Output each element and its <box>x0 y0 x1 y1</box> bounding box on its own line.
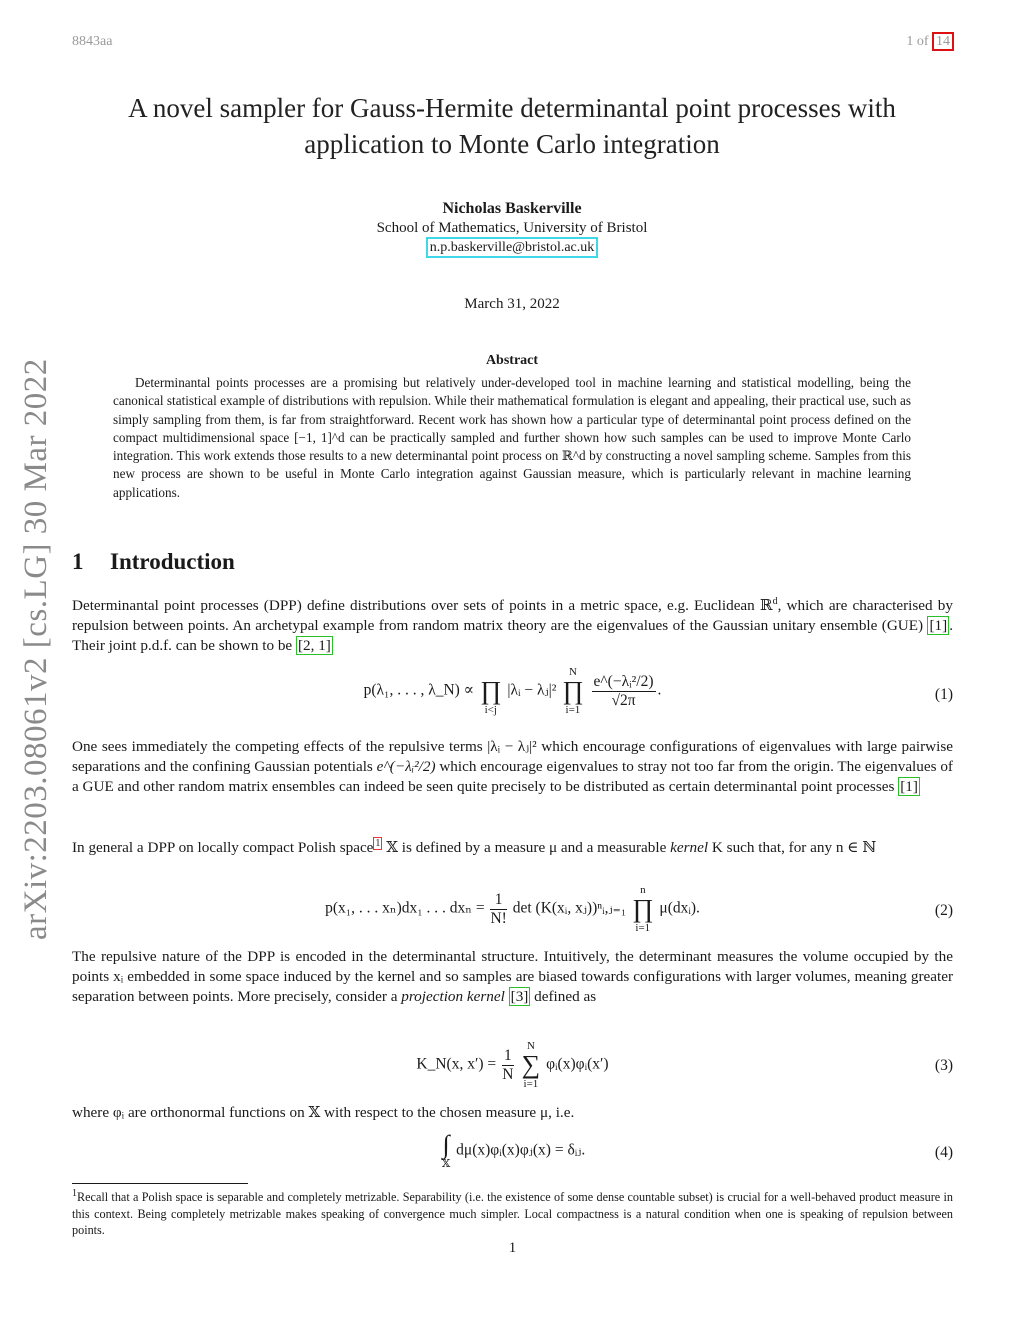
footnote-link[interactable]: 1 <box>375 838 381 849</box>
eq3-sum-sub: i=1 <box>523 1078 539 1090</box>
p1-text-b: , which are characterised by repulsion between points. An archetypal example from random matrix theory are the eigenvalues of the Gaussian unitary ensemble (GUE) <box>72 597 953 635</box>
eq3-frac-den: N <box>502 1065 514 1083</box>
paper-id: 8843aa <box>72 34 113 49</box>
p2-gaussian-term: e^(−λᵢ²/2) <box>376 758 436 775</box>
citation-link[interactable]: [3] <box>510 988 529 1005</box>
eq1-prod2-sub: i=1 <box>565 704 581 716</box>
equation-number: (2) <box>934 902 953 919</box>
email-line <box>72 240 952 256</box>
eq3-rhs: φᵢ(x)φᵢ(x′) <box>546 1055 609 1073</box>
equation-4: ∫ 𝕏 dμ(x)φᵢ(x)φⱼ(x) = δᵢⱼ. (4) <box>441 1130 953 1170</box>
p2-text-b: which encourage eigenvalues to stray not too far from the origin. The eigenvalues of a GUE and other random matrix ensembles can indeed be seen quite precisely to be distributed as certain determinantal point processes <box>72 758 953 795</box>
eq3-lhs: K_N(x, x′) = <box>416 1055 497 1073</box>
equation-number: (4) <box>934 1144 953 1161</box>
eq3-sum-sup: N <box>526 1040 535 1052</box>
eq1-abs-term: |λᵢ − λⱼ|² <box>507 681 557 699</box>
citation-link[interactable]: [2, 1] <box>297 637 331 655</box>
eq4-int-sub: 𝕏 <box>441 1158 451 1170</box>
p3-text-b: 𝕏 is defined by a measure μ and a measurable <box>382 839 671 857</box>
equation-number: (1) <box>934 686 953 703</box>
p4-text-a: The repulsive nature of the DPP is encoded in the determinantal structure. Intuitively, the determinant measures the volume occupied by the points xᵢ embedded in some space induced by the kernel and so samples are biased towards configurations with larger volumes, meaning greater separation between points. More precisely, consider a <box>72 948 953 1005</box>
page-total-link[interactable]: 14 <box>932 32 954 51</box>
p4-text-d: defined as <box>530 988 597 1005</box>
p1-text-a: Determinantal point processes (DPP) define distributions over sets of points in a metric space, e.g. Euclidean ℝ <box>72 597 773 615</box>
footnote <box>72 1186 953 1239</box>
section-heading <box>72 549 235 575</box>
page-number: 1 <box>508 1240 517 1256</box>
eq1-lhs: p(λ₁, . . . , λ_N) ∝ <box>363 681 475 699</box>
eq1-numerator: e^(−λᵢ²/2) <box>593 672 654 690</box>
section-number: 1 <box>72 549 84 574</box>
p2-text-a: One sees immediately the competing effects of the repulsive terms |λᵢ − λⱼ|² which encourage configurations of eigenvalues with large pairwise separations and the confining Gaussian potentials <box>72 738 953 775</box>
abstract-text: Determinantal points processes are a promising but relatively under-developed tool in machine learning and statistical modelling, being the canonical statistical example of distributions with repulsion. While their mathematical formulation is elegant and appealing, their practical use, such as simply sampling from them, is far from straightforward. Recent work has shown how a particular type of determinantal point process defined on the compact multidimensional space [−1, 1]^d can be practically sampled and further shown how such samples can be used to improve Monte Carlo integration. This work extends those results to a new determinantal point process on ℝ^d by constructing a novel sampling scheme. Samples from this new process are shown to be useful in Monte Carlo integration against Gaussian measure, which is particularly relevant in machine learning applications. <box>113 375 911 500</box>
footnote-text: Recall that a Polish space is separable and completely metrizable. Separability (i.e. the existence of some dense countable subset) is crucial for a well-behaved product measure in this context. Being completely metrizable makes speaking of convergence much simpler. Local compactness is a natural condition when one is speaking of repulsion between points. <box>72 1190 953 1238</box>
paragraph-5: where φᵢ are orthonormal functions on 𝕏 with respect to the chosen measure μ, i.e. <box>72 1104 575 1121</box>
citation-link[interactable]: [1] <box>929 617 948 635</box>
p3-text-c: K such that, for any n ∈ ℕ <box>708 839 877 857</box>
eq3-frac-num: 1 <box>504 1046 512 1064</box>
footnote-mark: 1 <box>72 1188 77 1199</box>
eq2-rhs: μ(dxᵢ). <box>659 899 700 917</box>
abstract-heading: Abstract <box>485 353 539 368</box>
arxiv-stamp: arXiv:2203.08061v2 [cs.LG] 30 Mar 2022 <box>18 358 54 940</box>
citation-link[interactable]: [1] <box>900 778 918 795</box>
equation-number: (3) <box>934 1057 953 1074</box>
p1-text-d: . Their joint p.d.f. can be shown to be <box>72 617 953 655</box>
eq4-rhs: dμ(x)φᵢ(x)φⱼ(x) = δᵢⱼ. <box>456 1141 586 1159</box>
p3-text-a: In general a DPP on locally compact Polish space <box>72 839 374 857</box>
p1-sup: d <box>772 596 778 607</box>
author-name: Nicholas Baskerville <box>442 200 582 217</box>
p3-kernel: kernel <box>670 839 709 857</box>
page-indicator-prefix: 1 of <box>906 34 929 49</box>
paragraph-1 <box>72 592 953 656</box>
page-indicator <box>906 34 954 50</box>
eq1-denominator: √2π <box>611 691 636 709</box>
paragraph-2 <box>72 737 953 797</box>
p4-projection-kernel: projection kernel <box>401 988 505 1005</box>
paper-title <box>72 90 952 162</box>
affiliation: School of Mathematics, University of Bristol <box>376 220 648 236</box>
equation-1: p(λ₁, . . . , λ_N) ∝ ∏ i<j |λᵢ − λⱼ|² N ∏ i=1 $\frac{\text{e\textasciicircum{}(−λᵢ²/2)}}{√2\pi}$ . (1) <box>363 666 953 716</box>
footnote-rule <box>72 1183 248 1184</box>
eq2-det: det (K(xᵢ, xⱼ))ⁿᵢ,ⱼ₌₁ <box>512 899 627 917</box>
equation-3: K_N(x, x′) = $\frac{1}{N}$ N ∑ i=1 φᵢ(x)φᵢ(x′) (3) <box>416 1040 953 1090</box>
title-line-1: A novel sampler for Gauss-Hermite determinantal point processes with <box>128 93 896 123</box>
eq1-prod-sub: i<j <box>484 704 497 716</box>
title-line-2: application to Monte Carlo integration <box>304 129 720 159</box>
paragraph-4 <box>72 947 953 1007</box>
date: March 31, 2022 <box>464 296 560 312</box>
eq1-prod2-sup: N <box>568 666 577 678</box>
eq2-frac-num: 1 <box>490 891 506 910</box>
section-title: Introduction <box>110 549 235 574</box>
email-link[interactable]: n.p.baskerville@bristol.ac.uk <box>426 237 599 258</box>
eq2-prod-sub: i=1 <box>635 922 651 934</box>
paragraph-3 <box>72 834 953 858</box>
eq2-lhs: p(x₁, . . . xₙ)dx₁ . . . dxₙ = <box>325 899 485 917</box>
eq2-frac-den: N! <box>490 909 507 927</box>
equation-2: p(x₁, . . . xₙ)dx₁ . . . dxₙ = $\frac{1}{N!}$ det (K(xᵢ, xⱼ))ⁿᵢ,ⱼ₌₁ n ∏ i=1 μ(dxᵢ). (2) <box>325 884 953 934</box>
eq2-prod-sup: n <box>640 884 646 896</box>
